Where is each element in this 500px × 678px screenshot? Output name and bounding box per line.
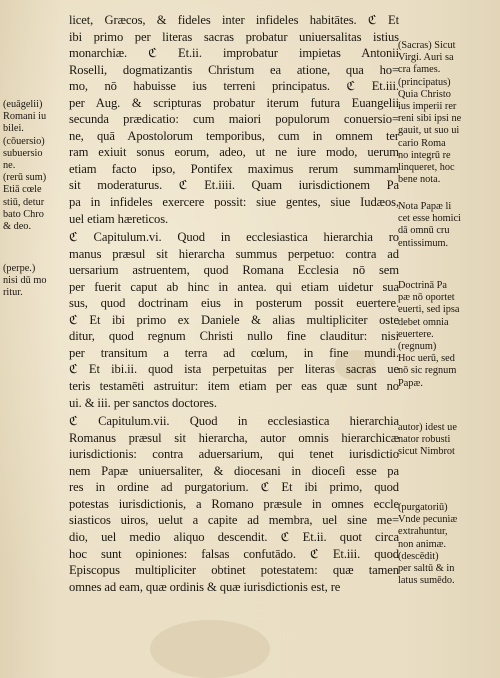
text-line: per fuerit caput ab hinc in antea. qui etiam uidetur sua — [69, 279, 399, 294]
right-margin-note — [398, 422, 498, 459]
text-line: dā omnū cru — [398, 225, 450, 237]
text-line: omnes ad eam, quæ ordinis & quæ iurisdictionis est, re — [69, 579, 341, 594]
text-line: Romani iu — [3, 111, 47, 123]
left-margin-note — [3, 99, 69, 233]
text-line: ritur. — [3, 287, 23, 299]
text-line: iurisdictionis: contra aduersarium, qui tenet iurisdictio — [69, 447, 399, 462]
text-line: extrahuntur, — [398, 526, 448, 538]
text-line: (rerū sum) — [3, 172, 47, 184]
text-line: reni sibi ipsi ne — [398, 113, 462, 125]
text-line: sus, quod doctrinam eius in posterum possit euertere. — [69, 296, 399, 311]
text-line: (regnum) — [398, 341, 437, 353]
text-line: debet omnia — [398, 316, 449, 328]
text-line: ui. & iii. per sanctos doctores. — [69, 395, 217, 410]
text-line: bene nota. — [398, 174, 441, 186]
text-line: stiū, detur — [3, 196, 45, 208]
text-line: etiam facto ipso, Pontifex maximus rerum summam — [69, 161, 399, 176]
left-margin-note — [3, 263, 69, 300]
text-line: no integrū re — [398, 149, 451, 161]
right-margin-note — [398, 280, 498, 390]
text-line: & deo. — [3, 221, 32, 233]
text-line: Doctrinā Pa — [398, 280, 447, 291]
text-line: secunda prædicatio: cum maiori populorum conuersio= — [69, 112, 399, 127]
text-line: per saltū & in — [398, 563, 455, 575]
text-line: entissimum. — [398, 237, 449, 249]
text-line: non animæ. — [398, 538, 447, 550]
text-line: Papæ. — [398, 377, 423, 389]
paragraph-block — [69, 12, 399, 227]
text-line: dio, uel medio aliquo descendit. ℭ Et.ii. quot circa — [69, 529, 399, 544]
text-line: ditur, quod regnum Christi nullo fine clauditur: nisi — [69, 329, 399, 344]
text-line: Episcopus multipliciter obtinet potestatem: quæ tamen — [69, 563, 399, 578]
text-line: latus sumēdo. — [398, 575, 455, 587]
text-line: ius imperii rer — [398, 101, 457, 113]
text-line: bato Chro — [3, 208, 44, 220]
text-line: pa in infideles exercere possit: siue gentes, siue Iudæos, — [69, 195, 399, 210]
text-line: Quia Christo — [398, 88, 451, 100]
text-line: (descēdit) — [398, 550, 439, 562]
text-line: Hoc uerū, sed — [398, 353, 455, 365]
text-line: teris testamēti astruitur: item etiam per eas quæ sunt no — [69, 379, 399, 394]
text-line: cario Roma — [398, 137, 446, 149]
right-margin-note — [398, 40, 498, 186]
text-line: Virgi. Auri sa — [398, 52, 454, 64]
text-line: ne. — [3, 160, 16, 172]
text-line: (cōuersio) — [3, 135, 45, 147]
text-line: ne, quā Apostolorum temporibus, cum in omnem ter — [69, 128, 399, 143]
text-line: cet esse homici — [398, 213, 461, 225]
text-line: nem Papæ uniuersaliter, & diocesani in dioceſi esse pa — [69, 463, 399, 478]
text-line: ℭ Et ibi.ii. quod ista perpetuitas per literas sacras ue — [69, 362, 399, 377]
text-line: siasticos uiros, uelut a capite ad membra, uel sine me= — [69, 513, 399, 528]
text-line: Romanus præsul sit hierarcha, autor omnis hierarchicæ — [69, 430, 399, 445]
text-line: ibi primo per literas sacras probatur uniuersalitas istius — [69, 29, 399, 44]
main-text-column — [69, 12, 399, 595]
text-line: autor) idest ue — [398, 422, 457, 433]
right-margin-note — [398, 201, 498, 250]
text-line: bilei. — [3, 123, 24, 135]
text-line: uel etiam hæreticos. — [69, 211, 169, 226]
text-line: nisi dū mo — [3, 275, 47, 287]
paragraph-block — [69, 229, 399, 411]
text-line: gauit, ut suo ui — [398, 125, 460, 137]
text-line: Vnde pecuniæ — [398, 514, 458, 526]
text-line: euertere. — [398, 328, 434, 340]
text-line: (Sacras) Sicut — [398, 40, 456, 51]
text-line: sit moderaturus. ℭ Et.iiii. Quam iurisdictionem Pa — [69, 178, 399, 193]
text-line: per transitum a terra ad cœlum, in fine mundi. — [69, 345, 399, 360]
text-line: (purgatoriū) — [398, 502, 448, 513]
text-line: uersarium astruentem, quod Romana Ecclesia nō sem — [69, 263, 399, 278]
text-line: monarchiæ. ℭ Et.ii. improbatur impietas Antonii — [69, 46, 399, 61]
text-line: (euāgelii) — [3, 99, 43, 110]
text-line: Roselli, dogmatizantis Christum ea atione, qua ho= — [69, 62, 399, 77]
text-line: potestas iurisdictionis, a Romano præsule in omnes eccle — [69, 496, 399, 511]
text-line: hoc sunt opiniones: falsas confutādo. ℭ Et.iii. quod — [69, 546, 399, 561]
text-line: euerti, sed ipsa — [398, 304, 460, 316]
text-line: cra fames. — [398, 64, 441, 76]
text-line: ℭ Capitulum.vii. Quod in ecclesiastica hierarchia — [69, 414, 399, 429]
text-line: per Aug. & scripturas probatur iterum futura Euangelii — [69, 95, 399, 110]
paper-stain — [150, 620, 270, 678]
text-line: nator robusti — [398, 434, 451, 446]
text-line: sicut Nimbrot — [398, 446, 455, 458]
text-line: linqueret, hoc — [398, 162, 455, 174]
text-line: ℭ Et ibi primo ex Daniele & alias multipliciter oste — [69, 312, 399, 327]
text-line: (principatus) — [398, 76, 451, 88]
text-line: licet, Græcos, & fideles inter infideles habitātes. ℭ Et — [69, 13, 399, 27]
text-line: Etiā cœle — [3, 184, 42, 196]
text-line: ℭ Capitulum.vi. Quod in ecclesiastica hierarchia ro — [69, 230, 399, 245]
text-line: mo, nō habuisse ius terreni principatus. ℭ Et.iii. — [69, 79, 399, 94]
paragraph-block — [69, 413, 399, 595]
text-line: pæ nō oportet — [398, 292, 455, 304]
right-margin-note — [398, 502, 498, 587]
text-line: ram exiuit sonus eorum, adeo, ut ne iure modo, uerum — [69, 145, 399, 160]
text-line: nō sic regnum — [398, 365, 457, 377]
text-line: subuersio — [3, 147, 43, 159]
text-line: res in ordine ad purgatorium. ℭ Et ibi primo, quod — [69, 480, 399, 495]
text-line: (perpe.) — [3, 263, 36, 274]
text-line: manus præsul sit hierarcha summus perpetuo: contra ad — [69, 246, 399, 261]
text-line: Nota Papæ li — [398, 201, 452, 212]
